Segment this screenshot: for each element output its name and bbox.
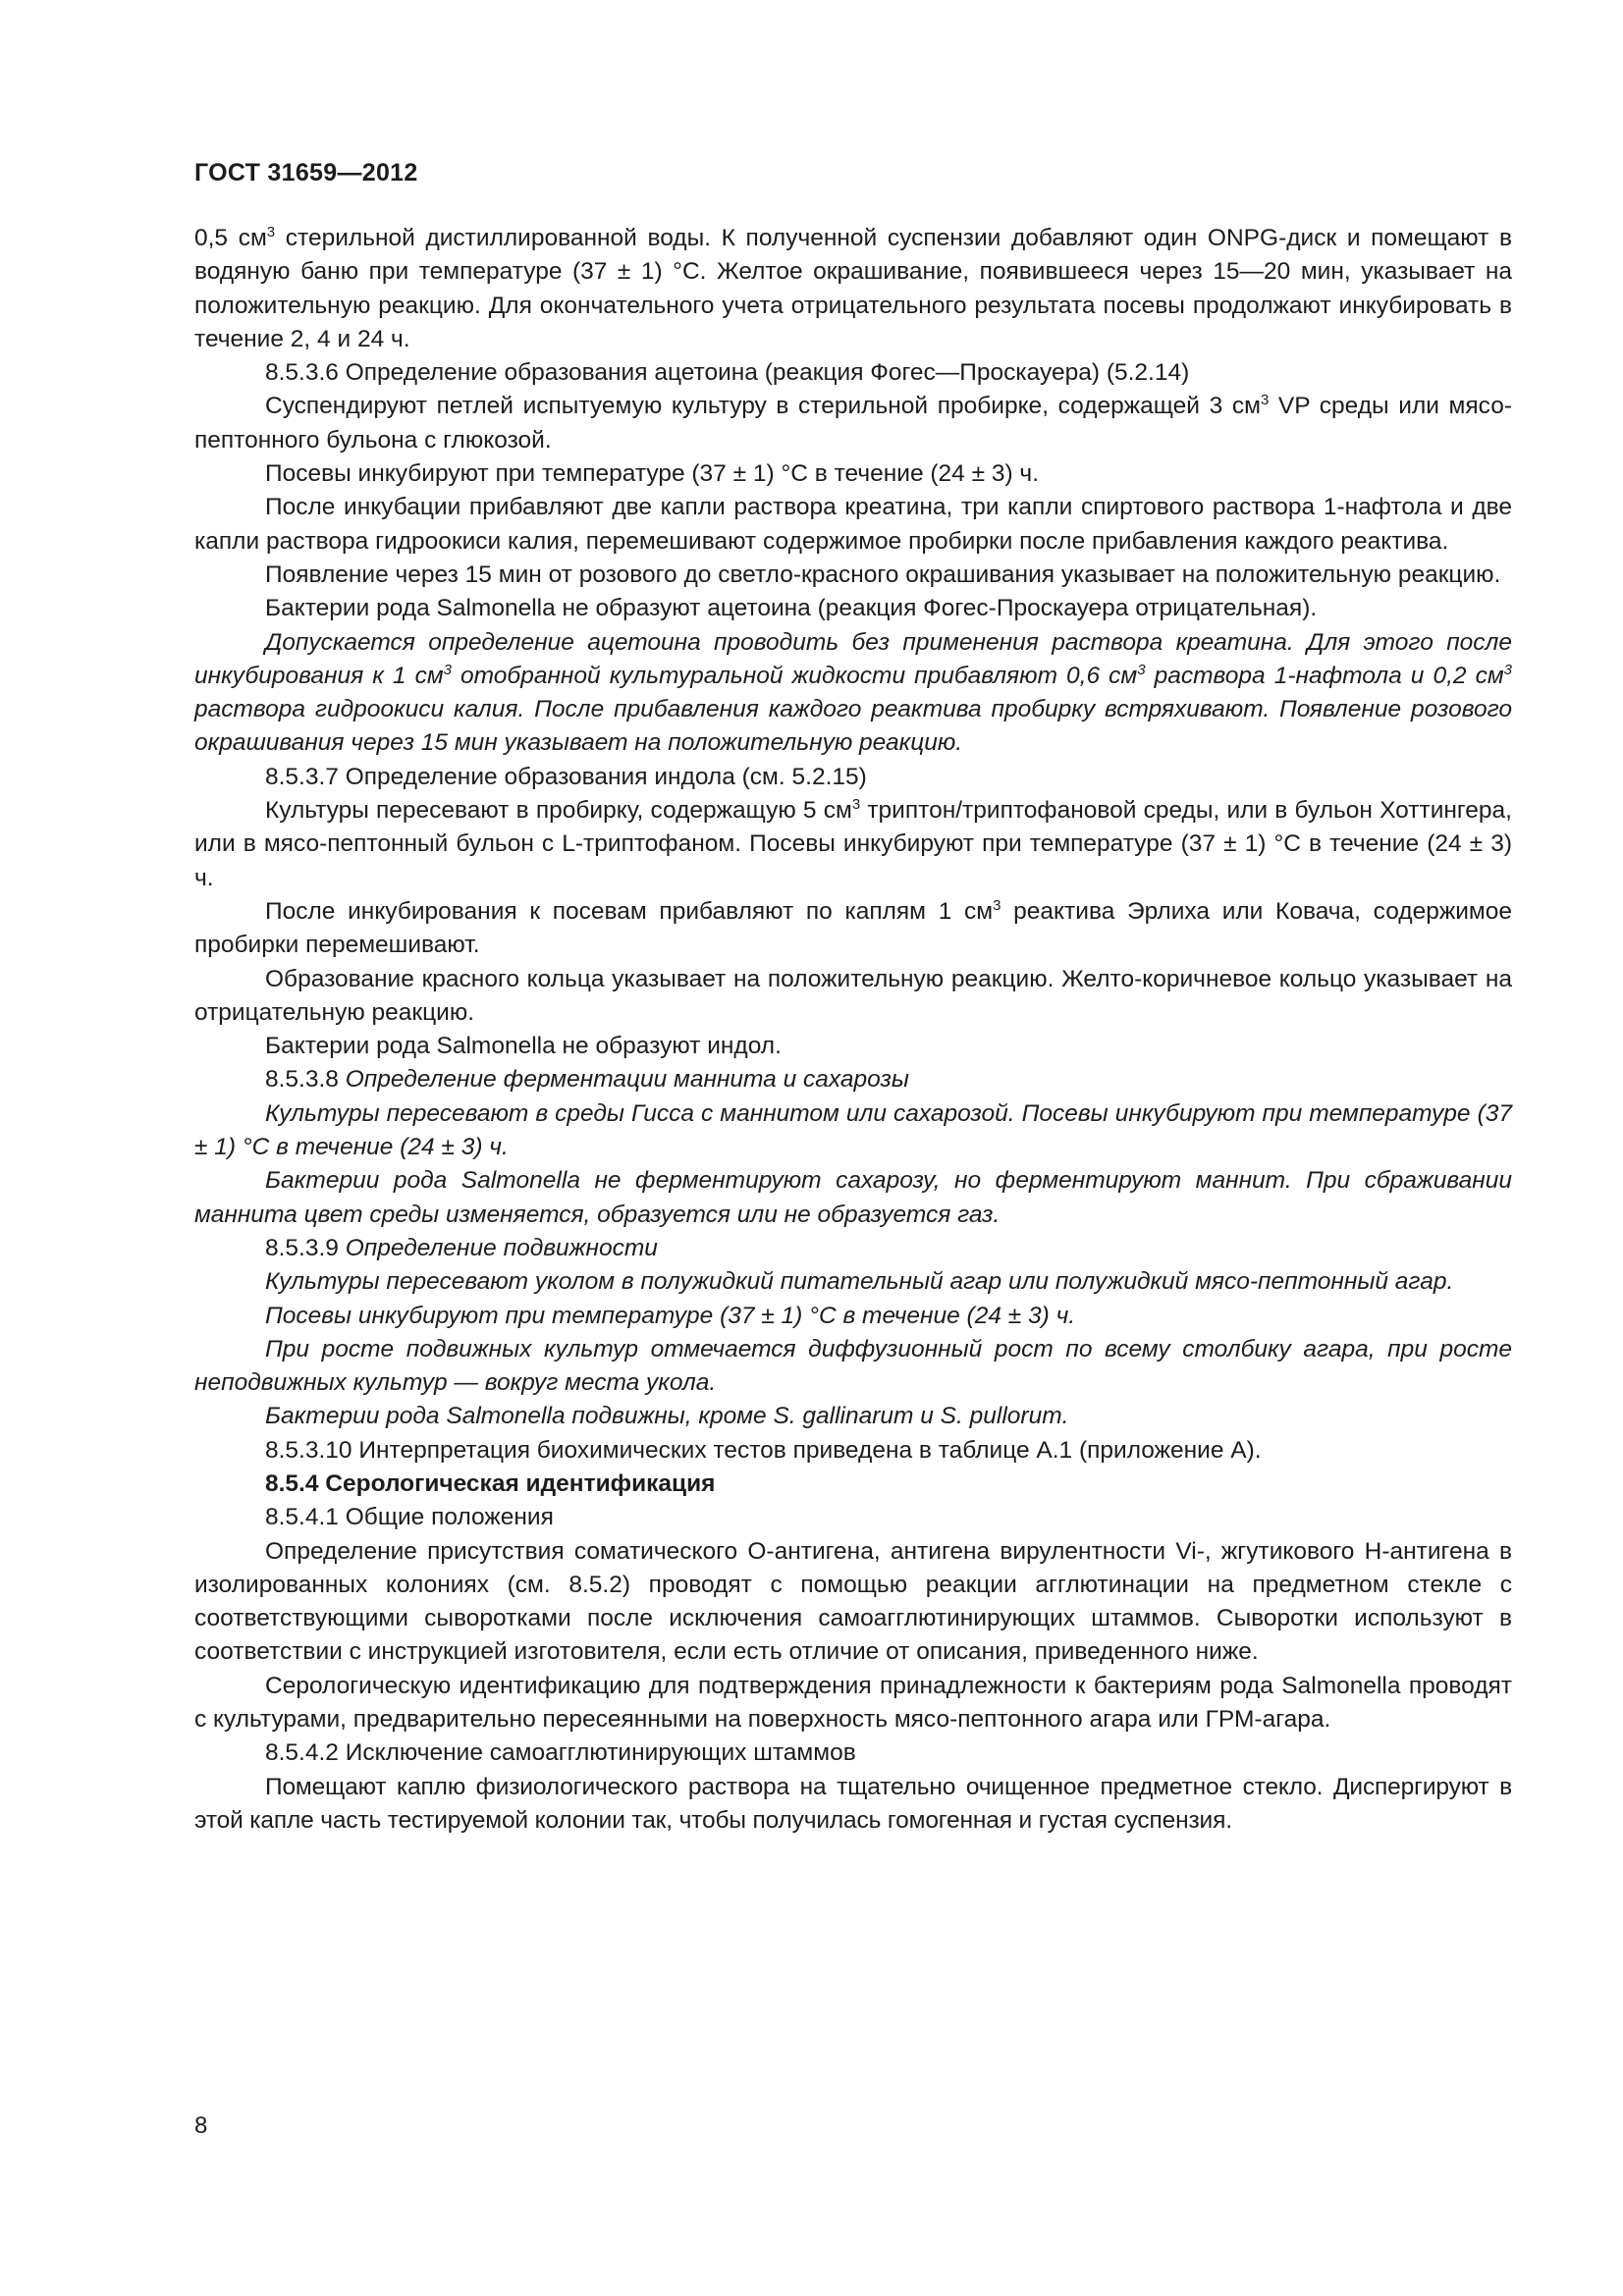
paragraph: Посевы инкубируют при температуре (37 ± 1) °С в течение (24 ± 3) ч. — [265, 1302, 1076, 1329]
paragraph: Культуры пересевают в среды Гисса с маннитом или сахарозой. Посевы инкубируют при температуре (37 ± 1) °С в течение (24 ± 3) ч. — [194, 1099, 1512, 1161]
paragraph: Суспендируют петлей испытуемую культуру в стерильной пробирке, содержащей 3 $см^3$ VP среды или мясо-пептонного бульона с глюкозой. — [194, 392, 1512, 454]
superscript: 3 — [851, 796, 861, 814]
paragraph: Бактерии рода Salmonella подвижны, кроме S. gallinarum и S. pullorum. — [265, 1403, 1069, 1430]
paragraph: Серологическую идентификацию для подтверждения принадлежности к бактериям рода Salmonella проводят с культурами, предварительно пересеянными на поверхность мясо-пептонного агара или ГРМ-агара. — [194, 1672, 1512, 1734]
superscript: 3 — [1260, 392, 1270, 409]
paragraph: 8.5.4.2 Исключение самоагглютинирующих штаммов — [265, 1739, 856, 1767]
paragraph: 0,5 $см^3$ стерильной дистиллированной воды. К полученной суспензии добавляют один ONPG-диск и помещают в водяную баню при температуре (37 ± 1) °С. Желтое окрашивание, появившееся через 15—20 мин, указывает на положительную реакцию. Для окончательного учета отрицательного результата посевы продолжают инкубировать в течение 2, 4 и 24 ч. — [194, 224, 1512, 352]
superscript: 3 — [993, 896, 1001, 914]
italic-heading: Определение подвижности — [345, 1234, 658, 1261]
paragraph: Посевы инкубируют при температуре (37 ± 1) °С в течение (24 ± 3) ч. — [265, 460, 1040, 488]
paragraph: Бактерии рода Salmonella не ферментируют сахарозу, но ферментируют маннит. При сбраживании маннита цвет среды изменяется, образуется или не образуется газ. — [194, 1167, 1512, 1228]
paragraph: После инкубации прибавляют две капли раствора креатина, три капли спиртового раствора 1-нафтола и две капли раствора гидроокиси калия, перемешивают содержимое пробирки после прибавления каждого реактива. — [194, 494, 1512, 555]
paragraph: Бактерии рода Salmonella не образуют индол. — [265, 1033, 782, 1060]
paragraph: 8.5.3.9 Определение подвижности — [265, 1234, 658, 1261]
paragraph: 8.5.4.1 Общие положения — [265, 1504, 554, 1531]
paragraph: Культуры пересевают в пробирку, содержащую 5 $см^3$ триптон/триптофановой среды, или в бульон Хоттингера, или в мясо-пептонный бульон с L-триптофаном. Посевы инкубируют при температуре (37 ± 1) °С в течение (24 ± 3) ч. — [194, 796, 1512, 891]
paragraph: 8.5.3.7 Определение образования индола (см. 5.2.15) — [265, 763, 867, 790]
paragraph: 8.5.3.10 Интерпретация биохимических тестов приведена в таблице А.1 (приложение А). — [265, 1436, 1262, 1464]
document-body — [194, 222, 1512, 1838]
paragraph: Определение присутствия соматического О-антигена, антигена вирулентности Vi-, жгутикового Н-антигена в изолированных колониях (см. 8.5.2) проводят с помощью реакции агглютинации на предметном стекле с соответствующими сыворотками после исключения самоагглютинирующих штаммов. Сыворотки используют в соответствии с инструкцией изготовителя, если есть отличие от описания, приведенного ниже. — [194, 1537, 1512, 1666]
paragraph: Культуры пересевают уколом в полужидкий питательный агар или полужидкий мясо-пептонный агар. — [265, 1268, 1454, 1296]
paragraph: 8.5.3.6 Определение образования ацетоина (реакция Фогес—Проскауера) (5.2.14) — [265, 359, 1190, 387]
superscript: 3 — [1137, 661, 1146, 678]
italic-heading: Определение ферментации маннита и сахарозы — [345, 1066, 909, 1094]
paragraph: Образование красного кольца указывает на положительную реакцию. Желто-коричневое кольцо указывает на отрицательную реакцию. — [194, 965, 1512, 1026]
superscript: 3 — [1503, 661, 1513, 678]
page-number: 8 — [194, 2112, 208, 2139]
paragraph: Бактерии рода Salmonella не образуют ацетоина (реакция Фогес-Проскауера отрицательная). — [265, 595, 1318, 622]
paragraph: 8.5.3.8 Определение ферментации маннита и сахарозы — [265, 1066, 909, 1094]
superscript: 3 — [266, 224, 276, 240]
paragraph: Появление через 15 мин от розового до светло-красного окрашивания указывает на положительную реакцию. — [265, 561, 1501, 588]
paragraph: Допускается определение ацетоина проводить без применения раствора креатина. Для этого после инкубирования к 1 $см^3$ отобранной культуральной жидкости прибавляют 0,6 $см^3$ раствора 1-нафтола и 0,2 $см^3$ раствора гидроокиси калия. После прибавления каждого реактива пробирку встряхивают. Появление розового окрашивания через 15 мин указывает на положительную реакцию. — [194, 628, 1513, 757]
paragraph: При росте подвижных культур отмечается диффузионный рост по всему столбику агара, при росте неподвижных культур — вокруг места укола. — [194, 1335, 1512, 1397]
paragraph: После инкубирования к посевам прибавляют по каплям 1 $см^3$ реактива Эрлиха или Ковача, содержимое пробирки перемешивают. — [194, 896, 1513, 959]
document-header: ГОСТ 31659—2012 — [194, 159, 418, 187]
paragraph: Помещают каплю физиологического раствора на тщательно очищенное предметное стекло. Диспергируют в этой капле часть тестируемой колонии так, чтобы получилась гомогенная и густая суспензия. — [194, 1773, 1512, 1834]
paragraph: 8.5.4 Серологическая идентификация — [265, 1469, 716, 1497]
superscript: 3 — [443, 661, 452, 678]
